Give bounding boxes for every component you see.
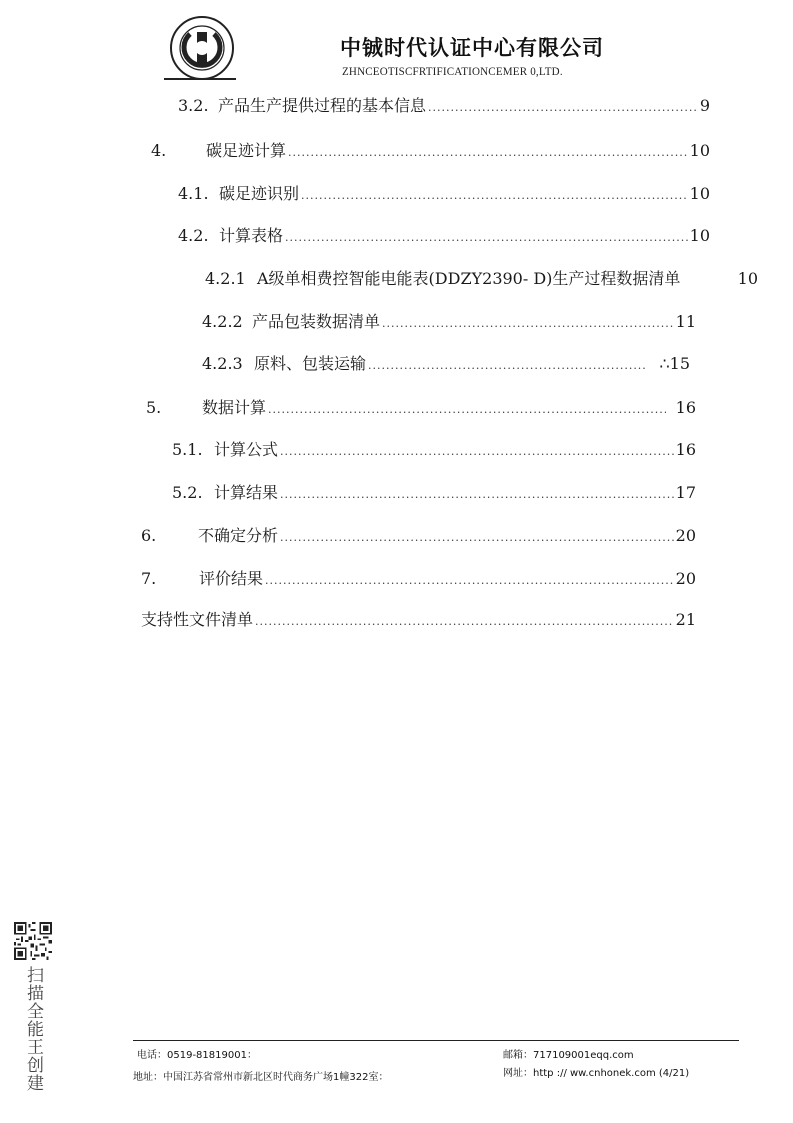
footer-website: 网址：http :// ww.cnhonek.com (4/21) <box>503 1068 690 1079</box>
toc-title: 碳足迹计算 <box>206 141 287 160</box>
toc-title: 计算表格 <box>219 226 284 245</box>
toc-leader <box>280 531 674 544</box>
toc-leader <box>428 101 698 114</box>
scan-watermark-text: 扫描全能王创建 <box>23 966 43 1092</box>
toc-number: 5.1. <box>172 440 203 459</box>
toc-leader <box>285 231 688 244</box>
toc-page: 10 <box>689 226 710 245</box>
toc-number: 4.1. <box>178 184 209 203</box>
company-name-cn: 中铖时代认证中心有限公司 <box>340 36 604 60</box>
toc-page: 20 <box>675 526 696 545</box>
toc-row[interactable] <box>202 351 690 373</box>
toc-page: 20 <box>675 569 696 588</box>
toc-row[interactable] <box>141 607 696 629</box>
toc-page: 10 <box>737 269 758 288</box>
company-logo-seal <box>160 14 240 82</box>
toc-title: 不确定分析 <box>198 526 279 545</box>
toc-leader <box>301 189 688 202</box>
toc-row[interactable] <box>141 566 696 588</box>
toc-leader <box>368 359 645 372</box>
toc-title: 原料、包装运输 <box>254 354 367 373</box>
toc-title: 碳足迹识别 <box>219 184 300 203</box>
toc-page: 10 <box>689 141 710 160</box>
toc-row[interactable] <box>178 223 710 245</box>
toc-row[interactable] <box>178 93 710 115</box>
toc-title: 产品包装数据清单 <box>252 312 381 331</box>
toc-page: 11 <box>675 312 696 331</box>
toc-leader <box>265 574 674 587</box>
toc-number: 4.2.2 <box>202 312 243 331</box>
toc-title: 评价结果 <box>199 569 264 588</box>
toc-title: 计算公式 <box>214 440 279 459</box>
qr-code-icon <box>14 922 52 960</box>
toc-number: 3.2. <box>178 96 209 115</box>
toc-page: ∴15 <box>659 354 690 373</box>
toc-row[interactable] <box>141 523 696 545</box>
toc-number: 5.2. <box>172 483 203 502</box>
toc-leader <box>382 317 674 330</box>
footer-phone: 电话：0519-81819001： <box>137 1050 257 1061</box>
toc-page: 10 <box>689 184 710 203</box>
toc-leader <box>288 146 688 159</box>
footer-address: 地址：中国江苏省常州市新北区时代商务广场1幢322室： <box>133 1072 389 1083</box>
toc-title: 支持性文件清单 <box>141 610 254 629</box>
toc-number: 4.2. <box>178 226 209 245</box>
toc-number: 7. <box>141 569 157 588</box>
toc-leader <box>280 488 674 501</box>
toc-leader <box>255 615 674 628</box>
toc-page: 16 <box>675 398 696 417</box>
toc-title: 产品生产提供过程的基本信息 <box>218 96 427 115</box>
toc-number: 4. <box>151 141 167 160</box>
toc-number: 5. <box>146 398 162 417</box>
toc-row[interactable] <box>151 138 710 160</box>
toc-row[interactable] <box>205 266 758 288</box>
toc-row[interactable] <box>172 480 696 502</box>
company-name-en: ZHNCEOTISCFRTIFICATIONCEMER 0,LTD. <box>342 64 563 78</box>
toc-page: 17 <box>675 483 696 502</box>
toc-page: 9 <box>699 96 710 115</box>
toc-leader <box>268 403 666 416</box>
toc-title: 计算结果 <box>214 483 279 502</box>
toc-row[interactable] <box>178 181 710 203</box>
toc-number: 4.2.3 <box>202 354 243 373</box>
toc-leader <box>280 445 674 458</box>
toc-number: 4.2.1 <box>205 269 246 288</box>
toc-title: A级单相费控智能电能表(DDZY2390- D)生产过程数据清单 <box>257 269 681 288</box>
toc-number: 6. <box>141 526 157 545</box>
toc-row[interactable] <box>172 437 696 459</box>
footer-email: 邮箱：717109001eqq.com <box>503 1050 634 1061</box>
toc-page: 16 <box>675 440 696 459</box>
toc-title: 数据计算 <box>202 398 267 417</box>
footer-divider <box>133 1040 739 1041</box>
toc-row[interactable] <box>202 309 696 331</box>
toc-row[interactable] <box>146 395 696 417</box>
toc-page: 21 <box>675 610 696 629</box>
